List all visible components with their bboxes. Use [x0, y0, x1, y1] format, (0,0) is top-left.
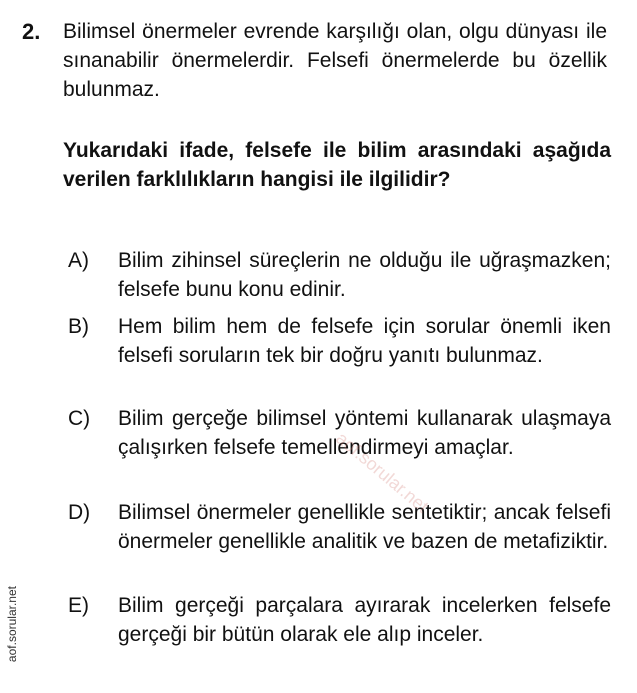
option-c[interactable]: [63, 404, 611, 462]
watermark-side: aof.sorular.net: [5, 586, 19, 663]
option-b[interactable]: [63, 312, 611, 370]
option-a[interactable]: [63, 246, 611, 304]
question-number: 2.: [22, 19, 41, 44]
watermark-diagonal: aof.sorular.net: [332, 428, 433, 517]
option-label: A): [68, 249, 89, 272]
question-prompt: Yukarıdaki ifade, felsefe ile bilim arasındaki aşağıda verilen farklılıkların hangisi ile ilgilidir?: [63, 139, 611, 191]
option-d[interactable]: [63, 498, 611, 556]
option-label: D): [68, 501, 91, 524]
option-text: Bilimsel önermeler genellikle sentetiktir; ancak felsefi önermeler genellikle analitik ve bazen de metafiziktir.: [118, 501, 611, 553]
option-text: Hem bilim hem de felsefe için sorular önemli iken felsefi soruların tek bir doğru yanıtı bulunmaz.: [118, 315, 611, 367]
option-text: Bilim zihinsel süreçlerin ne olduğu ile uğraşmazken; felsefe bunu konu edinir.: [118, 249, 611, 301]
option-e[interactable]: [63, 591, 611, 649]
option-label: C): [68, 407, 91, 430]
option-label: E): [68, 594, 89, 617]
option-label: B): [68, 315, 89, 338]
question-stem: Bilimsel önermeler evrende karşılığı olan, olgu dünyası ile sınanabilir önermelerdir. Felsefi önermelerde bu özellik bulunmaz.: [63, 20, 607, 101]
option-text: Bilim gerçeği parçalara ayırarak incelerken felsefe gerçeği bir bütün olarak ele alıp inceler.: [118, 594, 611, 646]
option-text: Bilim gerçeğe bilimsel yöntemi kullanarak ulaşmaya çalışırken felsefe temellendirmeyi amaçlar.: [118, 407, 611, 459]
